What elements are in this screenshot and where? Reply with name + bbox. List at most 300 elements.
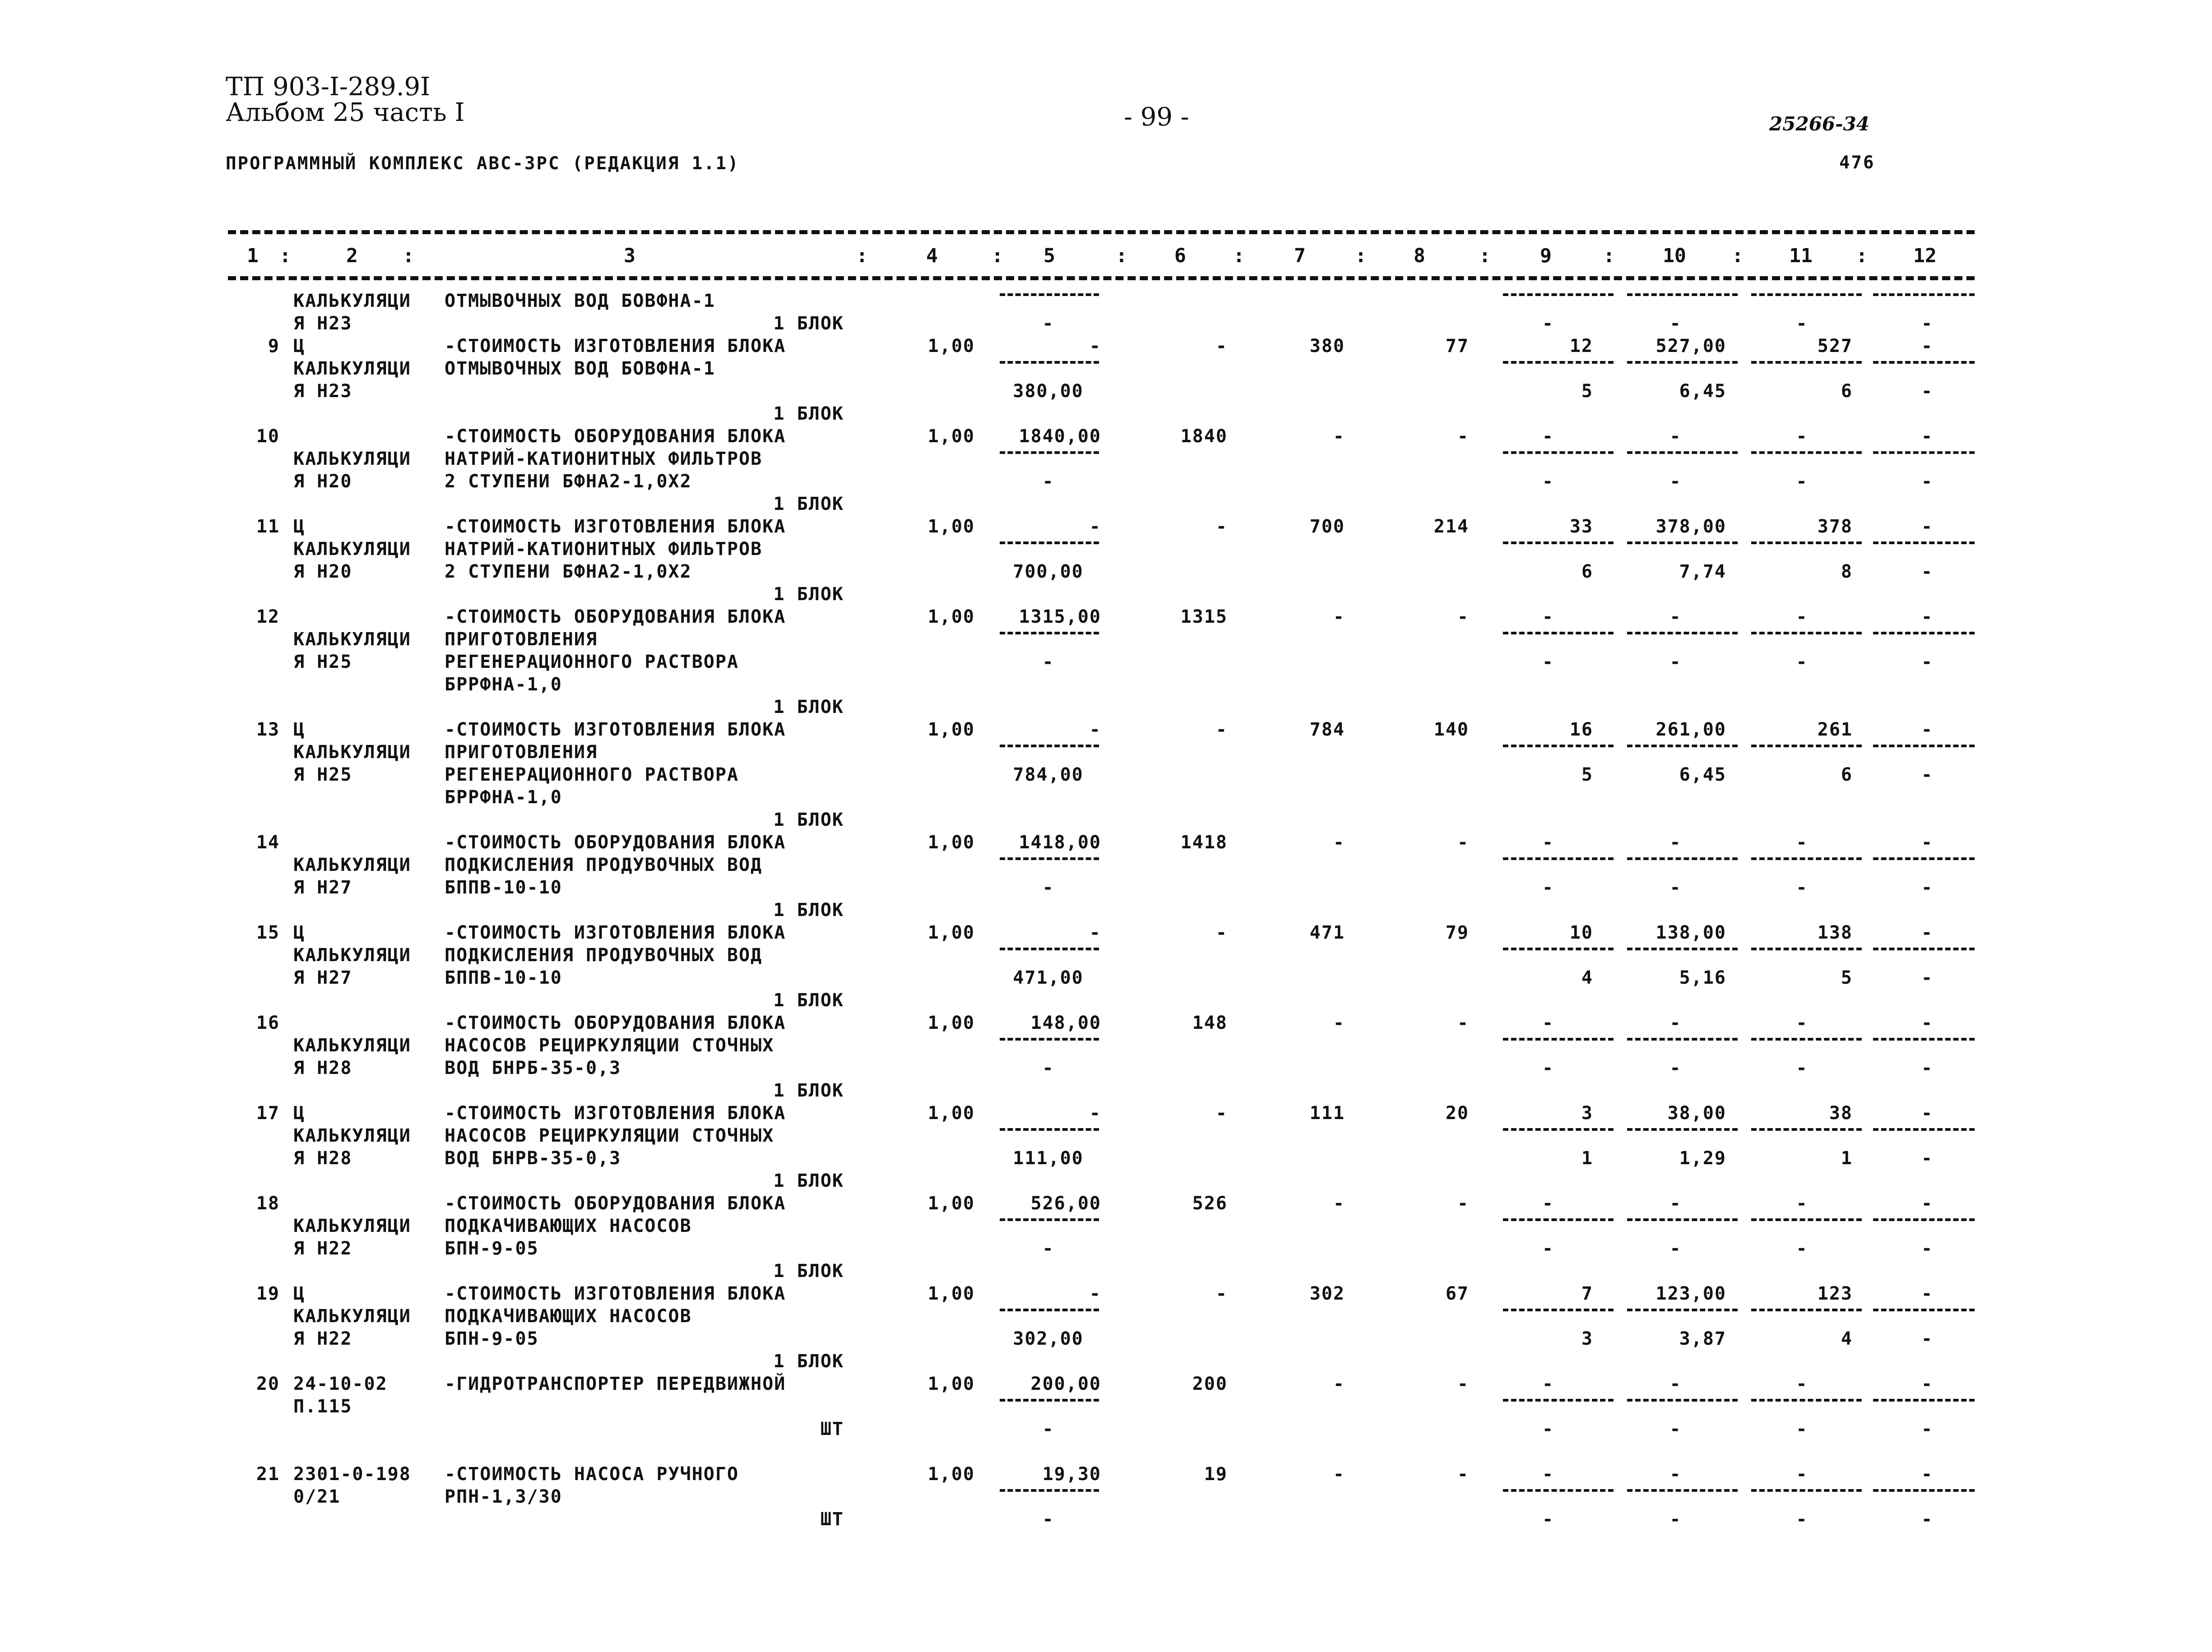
code-line: КАЛЬКУЛЯЦИ	[293, 291, 411, 311]
col7-value: 700	[1309, 516, 1345, 537]
col10-sub-value: 6,45	[1679, 381, 1726, 402]
code-line: 0/21	[293, 1486, 341, 1507]
col11-value: -	[1796, 1193, 1808, 1214]
unit-label: 1 БЛОК	[773, 810, 844, 830]
col10-value: 261,00	[1656, 719, 1726, 740]
col12-value: -	[1921, 606, 1934, 627]
description-line: НАСОСОВ РЕЦИРКУЛЯЦИИ СТОЧНЫХ	[445, 1035, 774, 1056]
subtotal-rule	[1000, 948, 1099, 950]
quantity-value: 1,00	[927, 426, 975, 447]
subtotal-rule	[1751, 745, 1862, 747]
subtotal-rule	[1503, 541, 1614, 544]
subtotal-rule	[1627, 1489, 1738, 1492]
column-separator: :	[403, 245, 414, 267]
subtotal-rule	[1873, 1309, 1975, 1311]
subtotal-rule	[1751, 1399, 1862, 1402]
subtotal-rule	[1751, 1309, 1862, 1311]
description-line: БППВ-10-10	[445, 967, 562, 988]
col10-sub-value: 3,87	[1679, 1328, 1726, 1349]
subtotal-rule	[1873, 1038, 1975, 1041]
description-line: -СТОИМОСТЬ ИЗГОТОВЛЕНИЯ БЛОКА	[445, 336, 786, 356]
col11-sub-value: 6	[1841, 381, 1853, 402]
unit-label: 1 БЛОК	[773, 900, 844, 921]
description-line: -СТОИМОСТЬ ОБОРУДОВАНИЯ БЛОКА	[445, 1013, 786, 1033]
col12-value: -	[1921, 1013, 1934, 1033]
row-number: 11	[256, 516, 280, 537]
col6-value: -	[1215, 336, 1228, 356]
col5-sub-value: 380,00	[1013, 381, 1084, 402]
col10-value: -	[1669, 1464, 1682, 1485]
quantity-value: 1,00	[927, 1374, 975, 1394]
column-header-11: 11	[1789, 245, 1813, 267]
code-line: Я Н22	[293, 1328, 352, 1349]
subtotal-rule	[1873, 632, 1975, 634]
description-line: -СТОИМОСТЬ ОБОРУДОВАНИЯ БЛОКА	[445, 832, 786, 853]
col5-value: -	[1089, 1103, 1101, 1124]
subtotal-rule	[1751, 1128, 1862, 1131]
subtotal-rule	[1751, 632, 1862, 634]
code-line: Я Н20	[293, 561, 352, 582]
row-number: 10	[256, 426, 280, 447]
col8-value: -	[1457, 1374, 1469, 1394]
subtotal-rule	[1873, 1218, 1975, 1221]
description-line: -СТОИМОСТЬ НАСОСА РУЧНОГО	[445, 1464, 739, 1485]
row-number: 18	[256, 1193, 280, 1214]
col10-value: 38,00	[1667, 1103, 1726, 1124]
col8-value: 140	[1433, 719, 1469, 740]
description-line: БППВ-10-10	[445, 877, 562, 898]
col11-sub-value: -	[1796, 1058, 1808, 1078]
row-number: 20	[256, 1374, 280, 1394]
column-header-10: 10	[1663, 245, 1686, 267]
col9-value: -	[1542, 426, 1554, 447]
col12-value: -	[1921, 922, 1934, 943]
col12-value: -	[1921, 719, 1934, 740]
description-line: ПРИГОТОВЛЕНИЯ	[445, 742, 598, 763]
subtotal-rule	[1000, 1218, 1099, 1221]
quantity-value: 1,00	[927, 1464, 975, 1485]
quantity-value: 1,00	[927, 606, 975, 627]
col10-value: 138,00	[1656, 922, 1726, 943]
row-mark: Ц	[293, 922, 306, 943]
column-header-1: 1	[247, 245, 259, 267]
col10-sub-value: -	[1669, 652, 1682, 672]
col7-value: -	[1333, 1374, 1345, 1394]
description-line: БРРФНА-1,0	[445, 674, 562, 695]
unit-label: 1 БЛОК	[773, 1261, 844, 1282]
description-line: -СТОИМОСТЬ ИЗГОТОВЛЕНИЯ БЛОКА	[445, 1283, 786, 1304]
col11-value: 38	[1829, 1103, 1853, 1124]
description-line: -СТОИМОСТЬ ИЗГОТОВЛЕНИЯ БЛОКА	[445, 1103, 786, 1124]
unit-label: 1 БЛОК	[773, 1080, 844, 1101]
col9-sub-value: -	[1542, 1238, 1554, 1259]
subtotal-rule	[1000, 1309, 1099, 1311]
row-number: 12	[256, 606, 280, 627]
quantity-value: 1,00	[927, 1103, 975, 1124]
subtotal-rule	[1751, 361, 1862, 364]
col8-value: -	[1457, 1193, 1469, 1214]
col12-sub-value: -	[1921, 1328, 1934, 1349]
subtotal-rule	[1000, 293, 1099, 296]
quantity-value: 1,00	[927, 516, 975, 537]
col8-value: -	[1457, 1013, 1469, 1033]
col11-sub-value: 5	[1841, 967, 1853, 988]
col5-sub-value: 111,00	[1013, 1148, 1084, 1169]
col9-value: -	[1542, 313, 1554, 334]
album-label: Альбом 25 часть I	[226, 98, 465, 127]
subtotal-rule	[1000, 1399, 1099, 1402]
col10-value: -	[1669, 313, 1682, 334]
col11-sub-value: 8	[1841, 561, 1853, 582]
row-mark: 24-10-02	[293, 1374, 388, 1394]
col11-value: 527	[1817, 336, 1853, 356]
header-rule-bottom	[228, 276, 1975, 280]
description-line: -ГИДРОТРАНСПОРТЕР ПЕРЕДВИЖНОЙ	[445, 1374, 786, 1394]
subtotal-rule	[1503, 451, 1614, 454]
col10-sub-value: -	[1669, 1419, 1682, 1439]
col7-value: -	[1333, 1193, 1345, 1214]
col10-sub-value: -	[1669, 1238, 1682, 1259]
col5-value: -	[1089, 336, 1101, 356]
col11-value: 123	[1817, 1283, 1853, 1304]
col12-sub-value: -	[1921, 877, 1934, 898]
code-line: КАЛЬКУЛЯЦИ	[293, 1035, 411, 1056]
column-separator: :	[1856, 245, 1868, 267]
col12-sub-value: -	[1921, 1058, 1934, 1078]
col6-value: 19	[1204, 1464, 1228, 1485]
col9-sub-value: -	[1542, 1509, 1554, 1530]
stamp-number: 25266-34	[1769, 113, 1869, 135]
subtotal-rule	[1503, 1128, 1614, 1131]
col10-value: 123,00	[1656, 1283, 1726, 1304]
col7-value: 111	[1309, 1103, 1345, 1124]
col9-sub-value: -	[1542, 1058, 1554, 1078]
subtotal-rule	[1503, 857, 1614, 860]
quantity-value: 1,00	[927, 1193, 975, 1214]
subtotal-rule	[1627, 361, 1738, 364]
column-header-8: 8	[1414, 245, 1425, 267]
subtotal-rule	[1503, 293, 1614, 296]
col10-sub-value: 6,45	[1679, 764, 1726, 785]
col5-value: 526,00	[1030, 1193, 1101, 1214]
subtotal-rule	[1627, 1218, 1738, 1221]
col11-sub-value: -	[1796, 1419, 1808, 1439]
row-mark: Ц	[293, 719, 306, 740]
col9-sub-value: -	[1542, 877, 1554, 898]
subtotal-rule	[1503, 948, 1614, 950]
description-line: ПОДКАЧИВАЮЩИХ НАСОСОВ	[445, 1216, 692, 1236]
col5-value: 19,30	[1042, 1464, 1101, 1485]
unit-label: 1 БЛОК	[773, 1171, 844, 1191]
col12-sub-value: -	[1921, 1238, 1934, 1259]
unit-label: 1 БЛОК	[773, 697, 844, 717]
sheet-number: 476	[1839, 153, 1875, 173]
subtotal-rule	[1627, 857, 1738, 860]
subtotal-rule	[1627, 1309, 1738, 1311]
code-line: КАЛЬКУЛЯЦИ	[293, 1125, 411, 1146]
code-line: КАЛЬКУЛЯЦИ	[293, 1216, 411, 1236]
col10-value: -	[1669, 1193, 1682, 1214]
col12-sub-value: -	[1921, 381, 1934, 402]
code-line: КАЛЬКУЛЯЦИ	[293, 539, 411, 560]
subtotal-rule	[1751, 857, 1862, 860]
subtotal-rule	[1000, 1038, 1099, 1041]
col10-value: -	[1669, 1013, 1682, 1033]
subtotal-rule	[1873, 1489, 1975, 1492]
col6-value: 1840	[1180, 426, 1228, 447]
col12-sub-value: -	[1921, 1509, 1934, 1530]
col12-sub-value: -	[1921, 561, 1934, 582]
row-number: 19	[256, 1283, 280, 1304]
subtotal-rule	[1627, 1399, 1738, 1402]
column-header-3: 3	[624, 245, 635, 267]
row-mark: Ц	[293, 1283, 306, 1304]
col6-value: 148	[1192, 1013, 1228, 1033]
col5-sub-value: -	[1042, 471, 1054, 492]
unit-label: 1 БЛОК	[773, 403, 844, 424]
col9-sub-value: 1	[1581, 1148, 1593, 1169]
subtotal-rule	[1627, 293, 1738, 296]
description-line: НАТРИЙ-КАТИОНИТНЫХ ФИЛЬТРОВ	[445, 449, 763, 469]
quantity-value: 1,00	[927, 832, 975, 853]
col11-value: -	[1796, 606, 1808, 627]
col7-value: -	[1333, 1464, 1345, 1485]
col9-value: -	[1542, 1193, 1554, 1214]
subtotal-rule	[1751, 1489, 1862, 1492]
code-line: Я Н28	[293, 1148, 352, 1169]
subtotal-rule	[1873, 745, 1975, 747]
col12-value: -	[1921, 1103, 1934, 1124]
col5-value: 148,00	[1030, 1013, 1101, 1033]
col7-value: -	[1333, 606, 1345, 627]
description-line: ОТМЫВОЧНЫХ ВОД БОВФНА-1	[445, 358, 715, 379]
subtotal-rule	[1751, 948, 1862, 950]
col8-value: -	[1457, 606, 1469, 627]
row-number: 14	[256, 832, 280, 853]
subtotal-rule	[1873, 451, 1975, 454]
row-mark: Ц	[293, 336, 306, 356]
description-line: -СТОИМОСТЬ ИЗГОТОВЛЕНИЯ БЛОКА	[445, 922, 786, 943]
col11-sub-value: 6	[1841, 764, 1853, 785]
subtotal-rule	[1000, 857, 1099, 860]
subtotal-rule	[1873, 1399, 1975, 1402]
unit-label: 1 БЛОК	[773, 494, 844, 514]
subtotal-rule	[1503, 1218, 1614, 1221]
code-line: КАЛЬКУЛЯЦИ	[293, 1306, 411, 1327]
col5-sub-value: -	[1042, 313, 1054, 334]
col10-sub-value: -	[1669, 471, 1682, 492]
col12-sub-value: -	[1921, 652, 1934, 672]
col9-value: -	[1542, 1464, 1554, 1485]
col5-value: 1840,00	[1019, 426, 1101, 447]
col12-value: -	[1921, 1464, 1934, 1485]
col5-sub-value: 471,00	[1013, 967, 1084, 988]
col8-value: 214	[1433, 516, 1469, 537]
unit-label: 1 БЛОК	[773, 313, 844, 334]
col9-value: 10	[1569, 922, 1593, 943]
subtotal-rule	[1000, 541, 1099, 544]
subtotal-rule	[1751, 293, 1862, 296]
description-line: -СТОИМОСТЬ ОБОРУДОВАНИЯ БЛОКА	[445, 606, 786, 627]
quantity-value: 1,00	[927, 922, 975, 943]
column-separator: :	[279, 245, 291, 267]
description-line: 2 СТУПЕНИ БФНА2-1,0Х2	[445, 471, 692, 492]
col5-value: -	[1089, 516, 1101, 537]
col11-value: -	[1796, 1464, 1808, 1485]
subtotal-rule	[1503, 1309, 1614, 1311]
col5-value: 1315,00	[1019, 606, 1101, 627]
subtotal-rule	[1627, 745, 1738, 747]
description-line: -СТОИМОСТЬ ИЗГОТОВЛЕНИЯ БЛОКА	[445, 516, 786, 537]
col10-value: -	[1669, 832, 1682, 853]
col7-value: -	[1333, 1013, 1345, 1033]
col5-sub-value: 784,00	[1013, 764, 1084, 785]
column-separator: :	[1479, 245, 1491, 267]
col9-value: -	[1542, 1013, 1554, 1033]
col8-value: -	[1457, 832, 1469, 853]
column-separator: :	[1732, 245, 1744, 267]
column-header-5: 5	[1043, 245, 1055, 267]
col6-value: 200	[1192, 1374, 1228, 1394]
subtotal-rule	[1627, 1038, 1738, 1041]
col11-sub-value: -	[1796, 1238, 1808, 1259]
row-number: 16	[256, 1013, 280, 1033]
row-mark: Ц	[293, 1103, 306, 1124]
col10-sub-value: 7,74	[1679, 561, 1726, 582]
col9-sub-value: -	[1542, 652, 1554, 672]
col10-sub-value: 1,29	[1679, 1148, 1726, 1169]
row-mark: Ц	[293, 516, 306, 537]
description-line: ВОД БНРВ-35-0,3	[445, 1148, 621, 1169]
col5-sub-value: -	[1042, 1509, 1054, 1530]
col9-sub-value: -	[1542, 471, 1554, 492]
subtotal-rule	[1627, 1128, 1738, 1131]
col6-value: -	[1215, 719, 1228, 740]
subtotal-rule	[1627, 632, 1738, 634]
col12-value: -	[1921, 426, 1934, 447]
col5-sub-value: -	[1042, 1058, 1054, 1078]
column-header-9: 9	[1540, 245, 1552, 267]
subtotal-rule	[1000, 451, 1099, 454]
row-number: 13	[256, 719, 280, 740]
column-separator: :	[992, 245, 1003, 267]
col6-value: -	[1215, 1103, 1228, 1124]
subtotal-rule	[1000, 745, 1099, 747]
col12-sub-value: -	[1921, 471, 1934, 492]
unit-label: ШТ	[820, 1509, 844, 1530]
col9-value: 7	[1581, 1283, 1593, 1304]
col12-value: -	[1921, 832, 1934, 853]
subtotal-rule	[1000, 1128, 1099, 1131]
unit-label: 1 БЛОК	[773, 990, 844, 1011]
subtotal-rule	[1000, 632, 1099, 634]
quantity-value: 1,00	[927, 336, 975, 356]
doc-code: ТП 903-I-289.9I	[226, 72, 431, 102]
col7-value: 302	[1309, 1283, 1345, 1304]
column-header-4: 4	[926, 245, 938, 267]
row-mark: 2301-0-198	[293, 1464, 411, 1485]
col9-sub-value: 5	[1581, 381, 1593, 402]
description-line: ВОД БНРБ-35-0,3	[445, 1058, 621, 1078]
col6-value: 526	[1192, 1193, 1228, 1214]
col7-value: 471	[1309, 922, 1345, 943]
col11-sub-value: -	[1796, 877, 1808, 898]
column-separator: :	[1116, 245, 1127, 267]
description-line: РЕГЕНЕРАЦИОННОГО РАСТВОРА	[445, 652, 739, 672]
subtotal-rule	[1873, 857, 1975, 860]
unit-label: 1 БЛОК	[773, 1351, 844, 1372]
col11-value: -	[1796, 1013, 1808, 1033]
subtotal-rule	[1627, 948, 1738, 950]
col10-sub-value: -	[1669, 1058, 1682, 1078]
col12-value: -	[1921, 336, 1934, 356]
header-rule-top	[228, 230, 1975, 234]
col11-value: -	[1796, 832, 1808, 853]
column-separator: :	[1233, 245, 1245, 267]
col11-sub-value: -	[1796, 652, 1808, 672]
subtotal-rule	[1503, 632, 1614, 634]
col8-value: 67	[1445, 1283, 1469, 1304]
code-line: КАЛЬКУЛЯЦИ	[293, 358, 411, 379]
col8-value: -	[1457, 426, 1469, 447]
subtotal-rule	[1751, 1038, 1862, 1041]
subtotal-rule	[1873, 948, 1975, 950]
subtotal-rule	[1503, 1038, 1614, 1041]
subtotal-rule	[1503, 361, 1614, 364]
code-line: КАЛЬКУЛЯЦИ	[293, 742, 411, 763]
description-line: -СТОИМОСТЬ ИЗГОТОВЛЕНИЯ БЛОКА	[445, 719, 786, 740]
subtotal-rule	[1873, 361, 1975, 364]
description-line: -СТОИМОСТЬ ОБОРУДОВАНИЯ БЛОКА	[445, 426, 786, 447]
col5-sub-value: 302,00	[1013, 1328, 1084, 1349]
code-line: КАЛЬКУЛЯЦИ	[293, 449, 411, 469]
description-line: -СТОИМОСТЬ ОБОРУДОВАНИЯ БЛОКА	[445, 1193, 786, 1214]
subtotal-rule	[1000, 361, 1099, 364]
col5-value: -	[1089, 719, 1101, 740]
subtotal-rule	[1627, 541, 1738, 544]
quantity-value: 1,00	[927, 1283, 975, 1304]
col5-sub-value: -	[1042, 1238, 1054, 1259]
description-line: НАСОСОВ РЕЦИРКУЛЯЦИИ СТОЧНЫХ	[445, 1125, 774, 1146]
col8-value: -	[1457, 1464, 1469, 1485]
col12-value: -	[1921, 516, 1934, 537]
col9-sub-value: 6	[1581, 561, 1593, 582]
subtotal-rule	[1873, 293, 1975, 296]
subtotal-rule	[1000, 1489, 1099, 1492]
code-line: Я Н20	[293, 471, 352, 492]
col11-value: 261	[1817, 719, 1853, 740]
description-line: БПН-9-05	[445, 1328, 539, 1349]
column-separator: :	[856, 245, 868, 267]
subtotal-rule	[1503, 1399, 1614, 1402]
col11-sub-value: 1	[1841, 1148, 1853, 1169]
col10-value: -	[1669, 606, 1682, 627]
col9-value: 3	[1581, 1103, 1593, 1124]
description-line: ОТМЫВОЧНЫХ ВОД БОВФНА-1	[445, 291, 715, 311]
subtotal-rule	[1627, 451, 1738, 454]
col12-sub-value: -	[1921, 1148, 1934, 1169]
quantity-value: 1,00	[927, 1013, 975, 1033]
col9-sub-value: -	[1542, 1419, 1554, 1439]
code-line: Я Н25	[293, 652, 352, 672]
col11-value: -	[1796, 313, 1808, 334]
description-line: ПРИГОТОВЛЕНИЯ	[445, 629, 598, 650]
description-line: ПОДКИСЛЕНИЯ ПРОДУВОЧНЫХ ВОД	[445, 855, 763, 875]
description-line: РЕГЕНЕРАЦИОННОГО РАСТВОРА	[445, 764, 739, 785]
col9-value: -	[1542, 606, 1554, 627]
col9-value: -	[1542, 1374, 1554, 1394]
col5-sub-value: -	[1042, 1419, 1054, 1439]
